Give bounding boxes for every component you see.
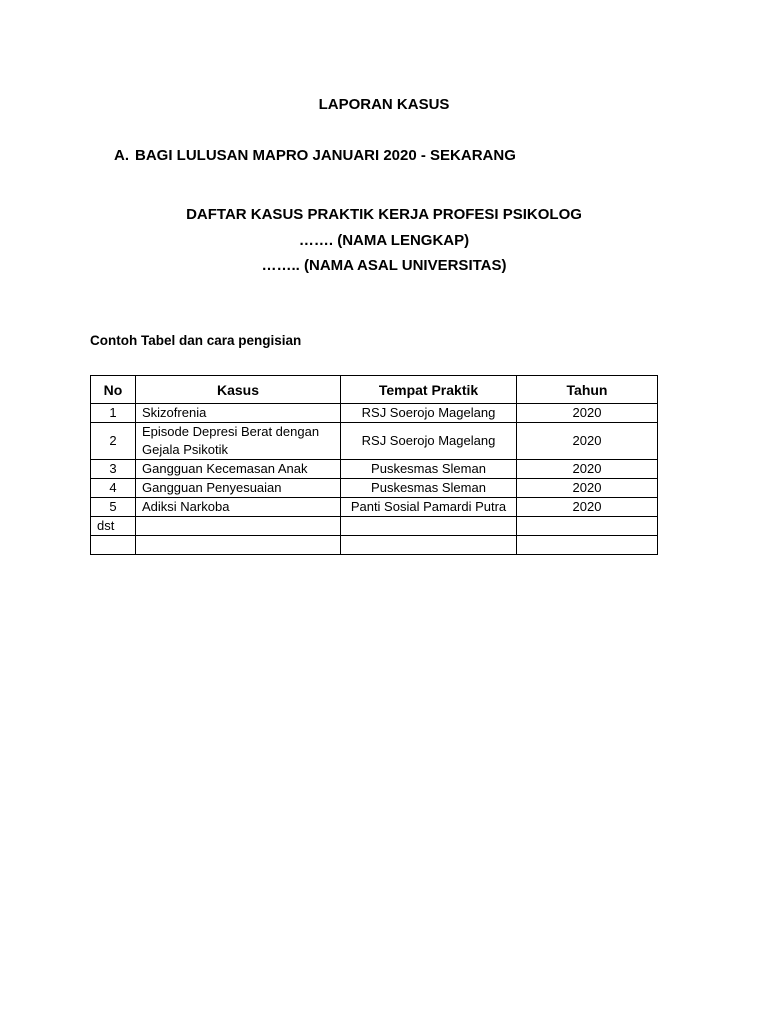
example-caption: Contoh Tabel dan cara pengisian [90,333,302,348]
cell-no: 2 [91,423,136,460]
cell-tahun: 2020 [517,498,658,517]
section-title: BAGI LULUSAN MAPRO JANUARI 2020 - SEKARANG [135,147,516,164]
table-row [91,460,658,479]
case-table [90,375,658,555]
table-row [91,536,658,555]
section-heading [114,147,516,165]
header-no: No [91,376,136,404]
cell-tahun [517,517,658,536]
cell-no: 1 [91,404,136,423]
cell-tempat: RSJ Soerojo Magelang [341,404,517,423]
cell-tahun: 2020 [517,479,658,498]
list-title: DAFTAR KASUS PRAKTIK KERJA PROFESI PSIKOLOG [186,206,582,223]
cell-kasus: Episode Depresi Berat dengan Gejala Psikotik [136,423,341,460]
cell-no [91,536,136,555]
cell-tempat [341,517,517,536]
cell-no: 4 [91,479,136,498]
cell-kasus [136,517,341,536]
university-placeholder-line: …….. (NAMA ASAL UNIVERSITAS) [261,257,507,274]
cell-tahun: 2020 [517,423,658,460]
cell-no: dst [91,517,136,536]
cell-tahun: 2020 [517,404,658,423]
section-letter: A. [114,147,129,164]
cell-tahun [517,536,658,555]
document-title: LAPORAN KASUS [318,96,450,113]
cell-kasus: Skizofrenia [136,404,341,423]
table-row [91,423,658,460]
cell-tahun: 2020 [517,460,658,479]
cell-kasus [136,536,341,555]
name-placeholder-line: ……. (NAMA LENGKAP) [298,232,470,249]
table-row [91,498,658,517]
cell-tempat: Puskesmas Sleman [341,460,517,479]
cell-no: 3 [91,460,136,479]
header-kasus: Kasus [136,376,341,404]
cell-tempat [341,536,517,555]
cell-tempat: RSJ Soerojo Magelang [341,423,517,460]
table-row [91,517,658,536]
cell-kasus: Gangguan Kecemasan Anak [136,460,341,479]
cell-tempat: Puskesmas Sleman [341,479,517,498]
cell-no: 5 [91,498,136,517]
table-row [91,404,658,423]
cell-kasus: Adiksi Narkoba [136,498,341,517]
header-tempat-praktik: Tempat Praktik [341,376,517,404]
cell-tempat: Panti Sosial Pamardi Putra [341,498,517,517]
cell-kasus: Gangguan Penyesuaian [136,479,341,498]
header-tahun: Tahun [517,376,658,404]
table-row [91,479,658,498]
table-header-row [91,376,658,404]
